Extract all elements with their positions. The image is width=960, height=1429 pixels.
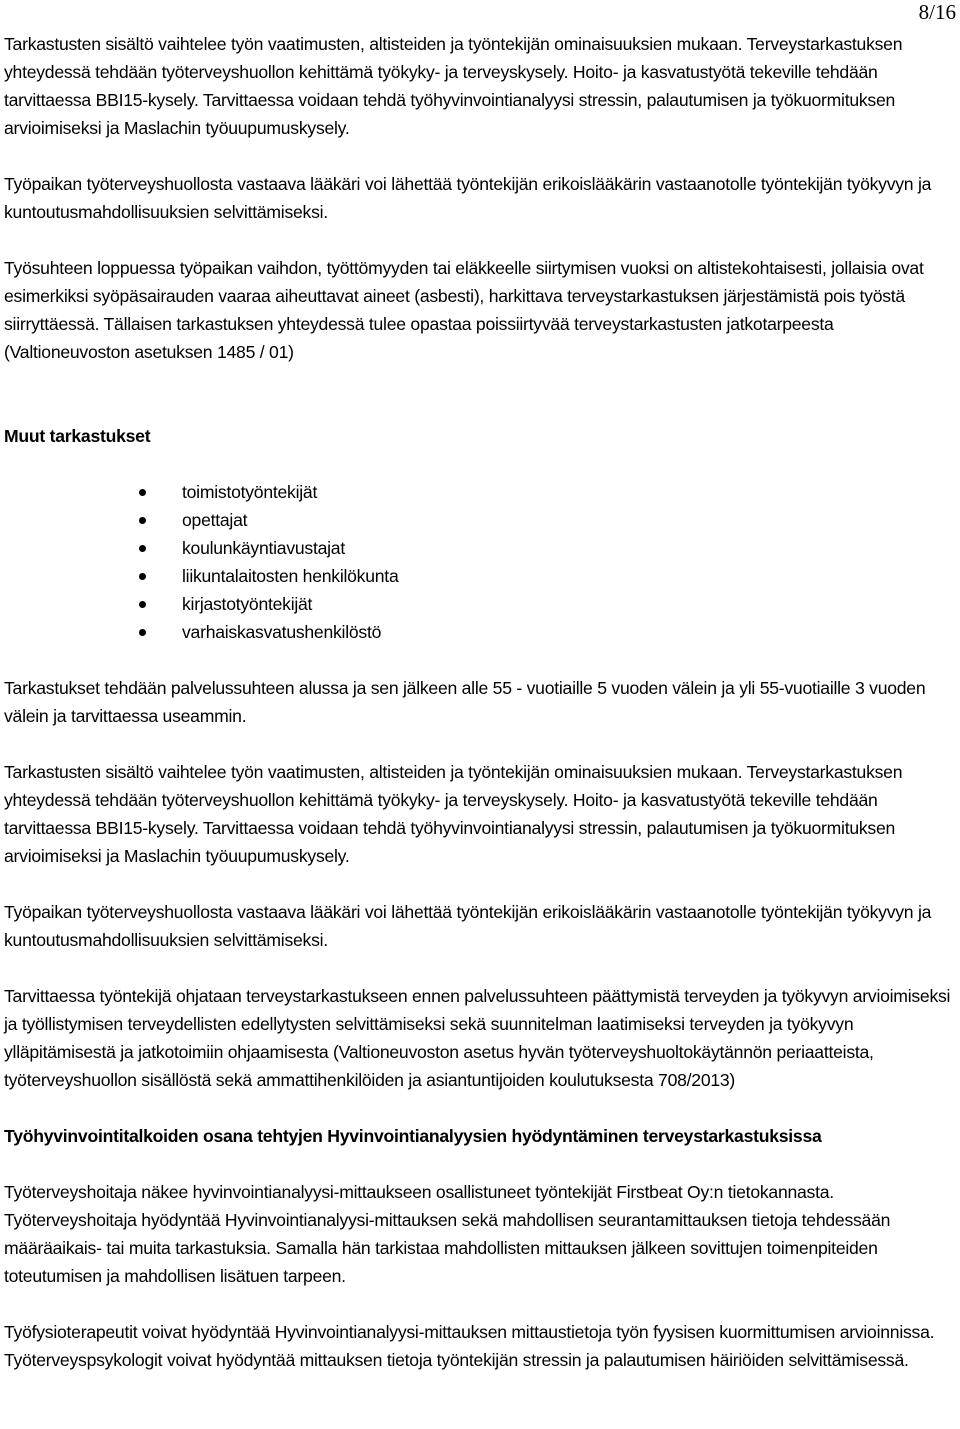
list-item: opettajat [152,506,956,534]
paragraph-tyofysioterapeutit: Työfysioterapeutit voivat hyödyntää Hyvinvointianalyysi-mittauksen mittaustietoja työn fyysisen kuormittumisen arvioinnissa. Työterveyspsykologit voivat hyödyntää mittauksen tietoja työntekijän stressin ja palautumisen häiriöiden selvittämisessä. [4,1322,935,1370]
paragraph-tarkastusten-sisalto: Tarkastusten sisältö vaihtelee työn vaatimusten, altisteiden ja työntekijän ominaisuuksien mukaan. Terveystarkastuksen yhteydessä tehdään työterveyshuollon kehittämä työkyky- ja terveyskysely. Hoito- ja kasvatustyötä tekeville tehdään tarvittaessa BBI15-kysely. Tarvittaessa voidaan tehdä työhyvinvointianalyysi stressin, palautumisen ja työkuormituksen arvioimiseksi ja Maslachin työuupumuskysely. [4,34,903,138]
list-item: kirjastotyöntekijät [152,590,956,618]
document-body [4,30,956,1374]
list-item: koulunkäyntiavustajat [152,534,956,562]
paragraph-erikoislaakari-2: Työpaikan työterveyshuollosta vastaava lääkäri voi lähettää työntekijän erikoislääkärin vastaanotolle työntekijän työkyvyn ja kuntoutusmahdollisuuksien selvittämiseksi. [4,902,932,950]
list-item: liikuntalaitosten henkilökunta [152,562,956,590]
list-item: varhaiskasvatushenkilöstö [152,618,956,646]
page-number: 8/16 [918,0,956,24]
paragraph-tarkastusvalit: Tarkastukset tehdään palvelussuhteen alussa ja sen jälkeen alle 55 - vuotiaille 5 vuoden välein ja yli 55-vuotiaille 3 vuoden välein ja tarvittaessa useammin. [4,678,926,726]
heading-hyvinvointianalyysit: Työhyvinvointitalkoiden osana tehtyjen Hyvinvointianalyysien hyödyntäminen terveystarkastuksissa [4,1126,822,1146]
heading-muut-tarkastukset: Muut tarkastukset [4,426,151,446]
paragraph-tyoterveyshoitaja: Työterveyshoitaja näkee hyvinvointianalyysi-mittaukseen osallistuneet työntekijät Firstbeat Oy:n tietokannasta. Työterveyshoitaja hyödyntää Hyvinvointianalyysi-mittauksen sekä mahdollisen seurantamittauksen tietoja tehdessään määräaikais- tai muita tarkastuksia. Samalla hän tarkistaa mahdollisten mittauksen jälkeen sovittujen toimenpiteiden toteutumisen ja mahdollisen lisätuen tarpeen. [4,1182,891,1286]
bullet-icon [139,545,146,552]
paragraph-palvelussuhteen-paattyminen: Tarvittaessa työntekijä ohjataan terveystarkastukseen ennen palvelussuhteen päättymistä terveyden ja työkyvyn arvioimiseksi ja työllistymisen terveydellisten edellytysten selvittämiseksi sekä suunnitelman laatimiseksi terveyden ja työkyvyn ylläpitämisestä ja jatkotoimiin ohjaamisesta (Valtioneuvoston asetus hyvän työterveyshuoltokäytännön periaatteista, työterveyshuollon sisällöstä sekä ammattihenkilöiden ja asiantuntijoiden koulutuksesta 708/2013) [4,986,951,1090]
bullet-icon [139,573,146,580]
list-item: toimistotyöntekijät [152,478,956,506]
paragraph-tarkastusten-sisalto-2: Tarkastusten sisältö vaihtelee työn vaatimusten, altisteiden ja työntekijän ominaisuuksien mukaan. Terveystarkastuksen yhteydessä tehdään työterveyshuollon kehittämä työkyky- ja terveyskysely. Hoito- ja kasvatustyötä tekeville tehdään tarvittaessa BBI15-kysely. Tarvittaessa voidaan tehdä työhyvinvointianalyysi stressin, palautumisen ja työkuormituksen arvioimiseksi ja Maslachin työuupumuskysely. [4,762,903,866]
bullet-icon [139,517,146,524]
paragraph-erikoislaakari: Työpaikan työterveyshuollosta vastaava lääkäri voi lähettää työntekijän erikoislääkärin vastaanotolle työntekijän työkyvyn ja kuntoutusmahdollisuuksien selvittämiseksi. [4,174,932,222]
paragraph-tyosuhteen-loppuessa: Työsuhteen loppuessa työpaikan vaihdon, työttömyyden tai eläkkeelle siirtymisen vuoksi on altistekohtaisesti, jollaisia ovat esimerkiksi syöpäsairauden vaaraa aiheuttavat aineet (asbesti), harkittava terveystarkastuksen järjestämistä pois työstä siirryttäessä. Tällaisen tarkastuksen yhteydessä tulee opastaa poissiirtyvää terveystarkastusten jatkotarpeesta (Valtioneuvoston asetuksen 1485 / 01) [4,258,924,362]
bullet-icon [139,629,146,636]
bullet-icon [139,601,146,608]
bullet-icon [139,489,146,496]
occupation-list [4,478,956,646]
